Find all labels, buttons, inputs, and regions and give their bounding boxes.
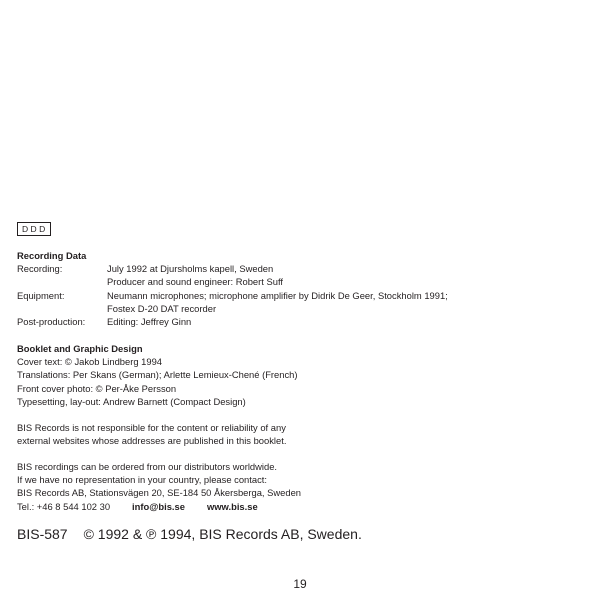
disclaimer-line-1: BIS Records is not responsible for the content or reliability of any <box>17 422 286 433</box>
page-number: 19 <box>293 577 307 591</box>
telephone: Tel.: +46 8 544 102 30 <box>17 500 111 512</box>
producer-value: Producer and sound engineer: Robert Suff <box>107 276 283 288</box>
post-production-row <box>17 315 448 328</box>
recording-data-table <box>17 262 448 328</box>
booklet-heading: Booklet and Graphic Design <box>17 343 143 354</box>
disclaimer-section <box>17 421 286 447</box>
recording-data-section <box>17 249 448 328</box>
order-line-1: BIS recordings can be ordered from our distributors worldwide. <box>17 461 278 472</box>
recording-data-heading: Recording Data <box>17 250 87 261</box>
catalog-line <box>17 526 362 542</box>
booklet-section <box>17 342 298 408</box>
cover-text-credit: Cover text: © Jakob Lindberg 1994 <box>17 356 163 368</box>
cover-photo-credit: Front cover photo: © Per-Åke Persson <box>17 382 177 394</box>
translations-credit: Translations: Per Skans (German); Arlette Lemieux-Chené (French) <box>17 369 298 381</box>
copyright-notice: © 1992 & ℗ 1994, BIS Records AB, Sweden. <box>83 526 362 542</box>
recording-row <box>17 262 448 288</box>
email-link[interactable]: info@bis.se <box>132 500 185 512</box>
equipment-value: Neumann microphones; microphone amplifier by Didrik De Geer, Stockholm 1991; <box>107 289 448 301</box>
equipment-label: Equipment: <box>17 289 65 301</box>
website-link[interactable]: www.bis.se <box>206 500 258 512</box>
order-line-2: If we have no representation in your country, please contact: <box>17 474 267 486</box>
recording-value: July 1992 at Djursholms kapell, Sweden <box>107 263 274 275</box>
equipment-row <box>17 289 448 315</box>
contact-line <box>17 500 301 513</box>
disclaimer-line-2: external websites whose addresses are published in this booklet. <box>17 435 287 447</box>
order-section <box>17 460 301 513</box>
equipment-value-2: Fostex D-20 DAT recorder <box>107 302 217 314</box>
typesetting-credit: Typesetting, lay-out: Andrew Barnett (Compact Design) <box>17 395 246 407</box>
ddd-badge: DDD <box>17 222 51 236</box>
post-production-value: Editing: Jeffrey Ginn <box>107 316 192 328</box>
catalog-number: BIS-587 <box>17 526 68 542</box>
address-line: BIS Records AB, Stationsvägen 20, SE-184 50 Åkersberga, Sweden <box>17 487 302 499</box>
post-production-label: Post-production: <box>17 316 86 328</box>
recording-label: Recording: <box>17 263 63 275</box>
